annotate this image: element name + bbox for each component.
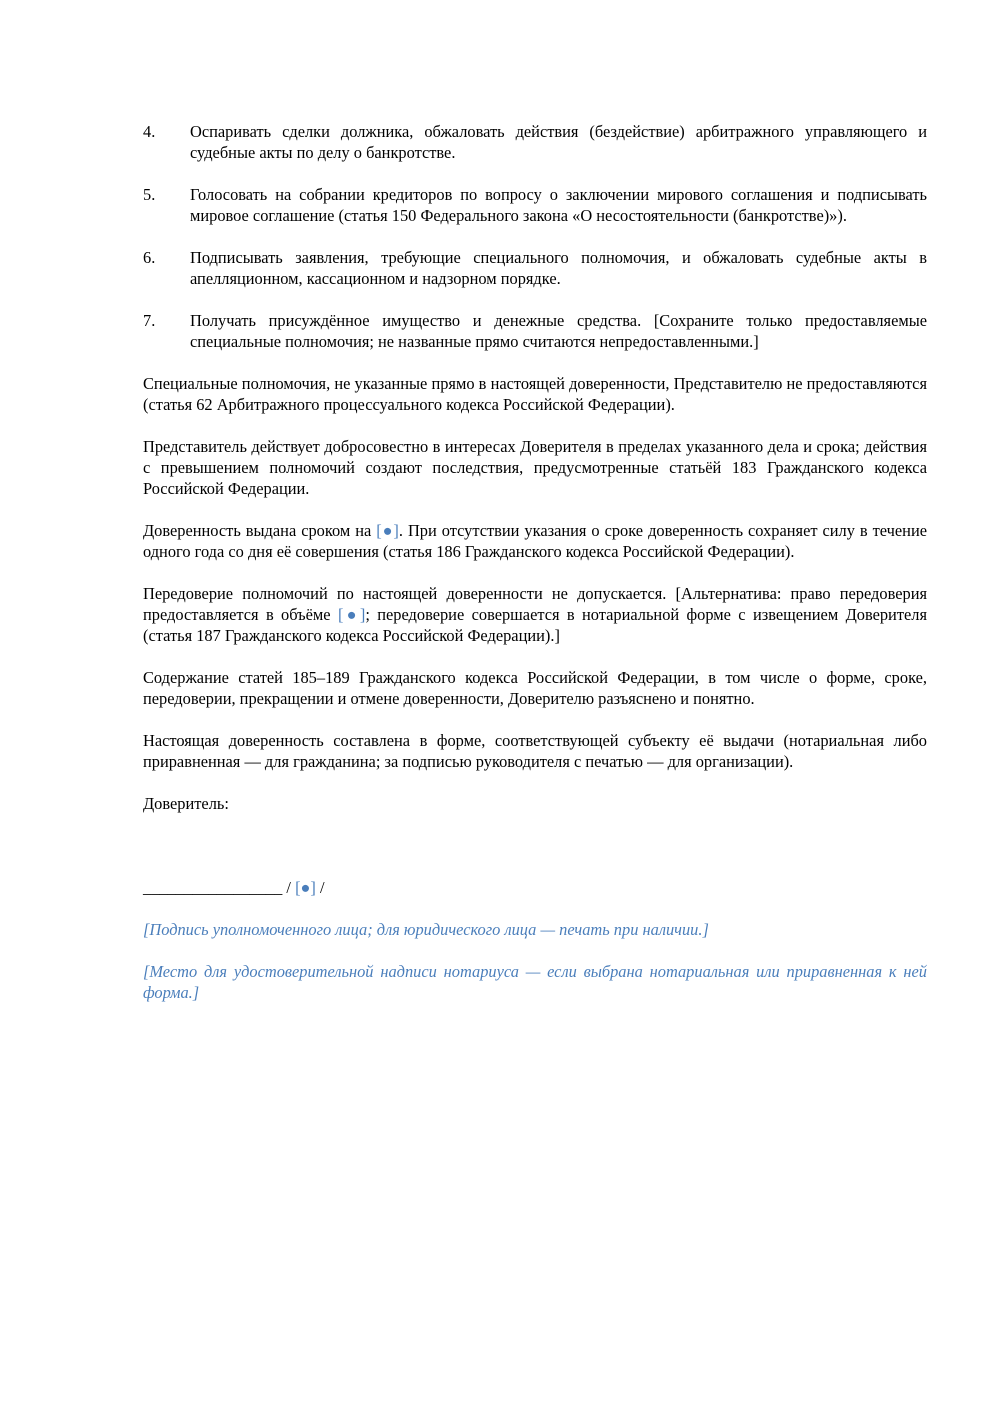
- paragraph-explained: Содержание статей 185–189 Гражданского кодекса Российской Федерации, в том числе о форме, сроке, передоверии, прекращении и отмене доверенности, Доверителю разъяснено и понятно.: [143, 668, 927, 708]
- signature-blank: _________________ /: [143, 878, 296, 897]
- list-item-5: [143, 184, 927, 226]
- paragraph-good-faith: Представитель действует добросовестно в интересах Доверителя в пределах указанного дела и срока; действия с превышением полномочий создают последствия, предусмотренные статьёй 183 Гражданского кодекса Российской Федерации.: [143, 437, 927, 498]
- paragraph-delegation-end: ; передоверие совершается в нотариальной форме с извещением Доверителя (статья 187 Гражданского кодекса Российской Федерации).]: [143, 605, 927, 645]
- list-item-text: Голосовать на собрании кредиторов по вопросу о заключении мирового соглашения и подписывать мировое соглашение (статья 150 Федерального закона «О несостоятельности (банкротстве)»).: [190, 185, 927, 225]
- placeholder-term: [●]: [376, 521, 399, 540]
- list-item-6: [143, 247, 927, 289]
- list-number: 4.: [143, 122, 156, 141]
- paragraph-term-end: . При отсутствии указания о сроке доверенность сохраняет силу в течение одного года со дня её совершения (статья 186 Гражданского кодекса Российской Федерации).: [143, 521, 927, 561]
- paragraph-special-powers: Специальные полномочия, не указанные прямо в настоящей доверенности, Представителю не предоставляются (статья 62 Арбитражного процессуального кодекса Российской Федерации).: [143, 374, 927, 414]
- paragraph-form: Настоящая доверенность составлена в форме, соответствующей субъекту её выдачи (нотариальная либо приравненная — для гражданина; за подписью руководителя с печатью — для организации).: [143, 731, 927, 771]
- signature-note: [Подпись уполномоченного лица; для юридического лица — печать при наличии.]: [143, 920, 709, 939]
- list-item-text: Подписывать заявления, требующие специального полномочия, и обжаловать судебные акты в апелляционном, кассационном и надзорном порядке.: [190, 248, 927, 288]
- placeholder-delegation-scope: [●]: [337, 605, 366, 624]
- signature-line: [143, 877, 927, 898]
- signature-label: Доверитель:: [143, 794, 229, 813]
- list-number: 5.: [143, 185, 156, 204]
- list-item-7: [143, 310, 927, 352]
- paragraph-delegation-start: Передоверие полномочий по настоящей доверенности не допускается. [Альтернатива: право передоверия предоставляется в объёме: [143, 584, 927, 624]
- list-number: 7.: [143, 311, 156, 330]
- list-item-text: Оспаривать сделки должника, обжаловать действия (бездействие) арбитражного управляющего и судебные акты по делу о банкротстве.: [190, 122, 927, 162]
- list-item-4: [143, 121, 927, 163]
- document-page: [143, 121, 927, 1024]
- list-item-text: Получать присуждённое имущество и денежные средства. [Сохраните только предоставляемые специальные полномочия; не названные прямо считаются непредоставленными.]: [190, 311, 927, 351]
- signature-line-end: /: [315, 878, 325, 897]
- paragraph-term: [143, 520, 927, 562]
- placeholder-signatory-name: [●]: [295, 878, 316, 897]
- paragraph-delegation: [143, 583, 927, 646]
- list-number: 6.: [143, 248, 156, 267]
- paragraph-term-start: Доверенность выдана сроком на: [143, 521, 377, 540]
- notary-note: [Место для удостоверительной надписи нотариуса — если выбрана нотариальная или приравненная к ней форма.]: [143, 962, 927, 1002]
